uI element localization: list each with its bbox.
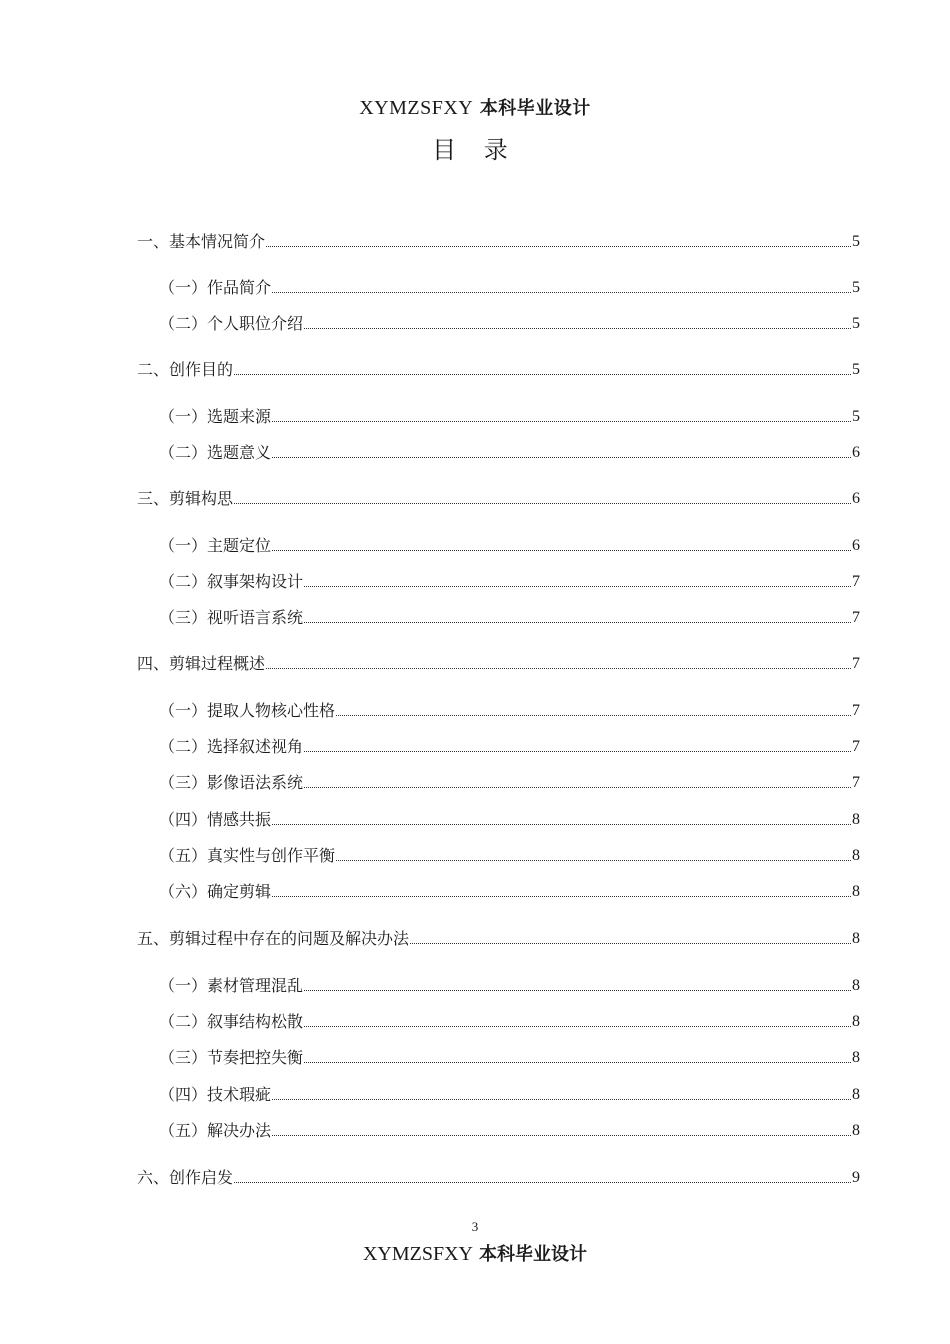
toc-entry-page: 7: [852, 573, 860, 590]
toc-dot-leader: [304, 787, 851, 788]
toc-subsection-entry[interactable]: [159, 405, 860, 429]
toc-entry-label: （三）节奏把控失衡: [159, 1048, 304, 1067]
toc-dot-leader: [304, 990, 851, 991]
toc-entry-page: 5: [852, 408, 860, 425]
toc-dot-leader: [272, 824, 851, 825]
toc-dot-leader: [304, 1062, 851, 1063]
toc-dot-leader: [336, 715, 851, 716]
footer-latin: XYMZSFXY: [362, 1243, 473, 1265]
toc-entry-page: 8: [852, 1049, 860, 1066]
toc-entry-page: 5: [852, 315, 860, 332]
toc-section-entry[interactable]: [137, 487, 860, 511]
toc-entry-label: （三）影像语法系统: [159, 773, 304, 792]
toc-dot-leader: [304, 622, 851, 623]
toc-entry-label: 三、剪辑构思: [137, 489, 234, 508]
toc-section-entry[interactable]: [137, 358, 860, 382]
toc-entry-label: 一、基本情况简介: [137, 232, 266, 251]
toc-entry-label: （二）叙事架构设计: [159, 572, 304, 591]
toc-entry-label: 二、创作目的: [137, 360, 234, 379]
toc-entry-page: 8: [852, 1013, 860, 1030]
toc-entry-label: （一）提取人物核心性格: [159, 701, 336, 720]
toc-subsection-entry[interactable]: [159, 880, 860, 904]
toc-subsection-entry[interactable]: [159, 606, 860, 630]
toc-entry-page: 5: [852, 361, 860, 378]
toc-entry-page: 7: [852, 702, 860, 719]
toc-entry-label: （四）技术瑕疵: [159, 1085, 272, 1104]
footer-cn: 本科毕业设计: [479, 1244, 588, 1265]
toc-dot-leader: [234, 503, 851, 504]
toc-entry-page: 8: [852, 977, 860, 994]
toc-entry-page: 8: [852, 1086, 860, 1103]
toc-dot-leader: [272, 457, 851, 458]
toc-entry-label: 四、剪辑过程概述: [137, 654, 266, 673]
toc-dot-leader: [272, 550, 851, 551]
toc-dot-leader: [304, 328, 851, 329]
toc-subsection-entry[interactable]: [159, 312, 860, 336]
toc-entry-page: 7: [852, 655, 860, 672]
page-header: [0, 94, 950, 120]
toc-dot-leader: [272, 421, 851, 422]
toc-dot-leader: [304, 586, 851, 587]
toc-entry-label: （五）真实性与创作平衡: [159, 846, 336, 865]
toc-entry-label: （六）确定剪辑: [159, 882, 272, 901]
page-footer: [0, 1240, 950, 1266]
toc-subsection-entry[interactable]: [159, 570, 860, 594]
page-number: 3: [471, 1219, 479, 1234]
toc-entry-label: （三）视听语言系统: [159, 608, 304, 627]
toc-subsection-entry[interactable]: [159, 771, 860, 795]
toc-subsection-entry[interactable]: [159, 441, 860, 465]
toc-dot-leader: [410, 943, 851, 944]
toc-entry-page: 7: [852, 774, 860, 791]
toc-entry-page: 8: [852, 811, 860, 828]
toc-entry-label: （一）选题来源: [159, 407, 272, 426]
toc-subsection-entry[interactable]: [159, 1119, 860, 1143]
toc-dot-leader: [272, 1135, 851, 1136]
toc-dot-leader: [304, 751, 851, 752]
toc-dot-leader: [336, 860, 851, 861]
toc-dot-leader: [272, 896, 851, 897]
toc-dot-leader: [234, 1182, 851, 1183]
header-latin: XYMZSFXY: [359, 97, 474, 119]
toc-entry-label: （一）主题定位: [159, 536, 272, 555]
toc-entry-label: （四）情感共振: [159, 810, 272, 829]
toc-entry-label: （五）解决办法: [159, 1121, 272, 1140]
toc-subsection-entry[interactable]: [159, 974, 860, 998]
toc-dot-leader: [304, 1026, 851, 1027]
toc-entry-page: 6: [852, 537, 860, 554]
toc-subsection-entry[interactable]: [159, 276, 860, 300]
toc-entry-page: 6: [852, 444, 860, 461]
toc-entry-page: 8: [852, 883, 860, 900]
toc-entry-label: （一）作品简介: [159, 278, 272, 297]
toc-entry-label: 五、剪辑过程中存在的问题及解决办法: [137, 929, 410, 948]
toc-subsection-entry[interactable]: [159, 1010, 860, 1034]
toc-dot-leader: [266, 668, 851, 669]
toc-entry-label: （二）选题意义: [159, 443, 272, 462]
toc-entry-page: 6: [852, 490, 860, 507]
toc-entry-label: 六、创作启发: [137, 1168, 234, 1187]
toc-entry-page: 8: [852, 930, 860, 947]
toc-section-entry[interactable]: [137, 230, 860, 254]
toc-subsection-entry[interactable]: [159, 808, 860, 832]
toc-dot-leader: [272, 1099, 851, 1100]
toc-subsection-entry[interactable]: [159, 534, 860, 558]
toc-entry-label: （二）叙事结构松散: [159, 1012, 304, 1031]
toc-section-entry[interactable]: [137, 1166, 860, 1190]
toc-entry-page: 8: [852, 847, 860, 864]
toc-entry-page: 5: [852, 233, 860, 250]
toc-entry-page: 5: [852, 279, 860, 296]
toc-entry-page: 7: [852, 738, 860, 755]
toc-subsection-entry[interactable]: [159, 699, 860, 723]
toc-subsection-entry[interactable]: [159, 1046, 860, 1070]
toc-entry-page: 8: [852, 1122, 860, 1139]
toc-dot-leader: [266, 246, 851, 247]
toc-title: 目 录: [432, 136, 518, 164]
toc-entry-page: 7: [852, 609, 860, 626]
toc-entry-label: （二）选择叙述视角: [159, 737, 304, 756]
toc-section-entry[interactable]: [137, 927, 860, 951]
toc-section-entry[interactable]: [137, 652, 860, 676]
toc-dot-leader: [272, 292, 851, 293]
toc-subsection-entry[interactable]: [159, 735, 860, 759]
toc-entry-label: （二）个人职位介绍: [159, 314, 304, 333]
toc-dot-leader: [234, 374, 851, 375]
toc-entry-page: 9: [852, 1169, 860, 1186]
header-cn: 本科毕业设计: [479, 98, 591, 119]
toc-entry-label: （一）素材管理混乱: [159, 976, 304, 995]
toc-subsection-entry[interactable]: [159, 1083, 860, 1107]
toc-subsection-entry[interactable]: [159, 844, 860, 868]
